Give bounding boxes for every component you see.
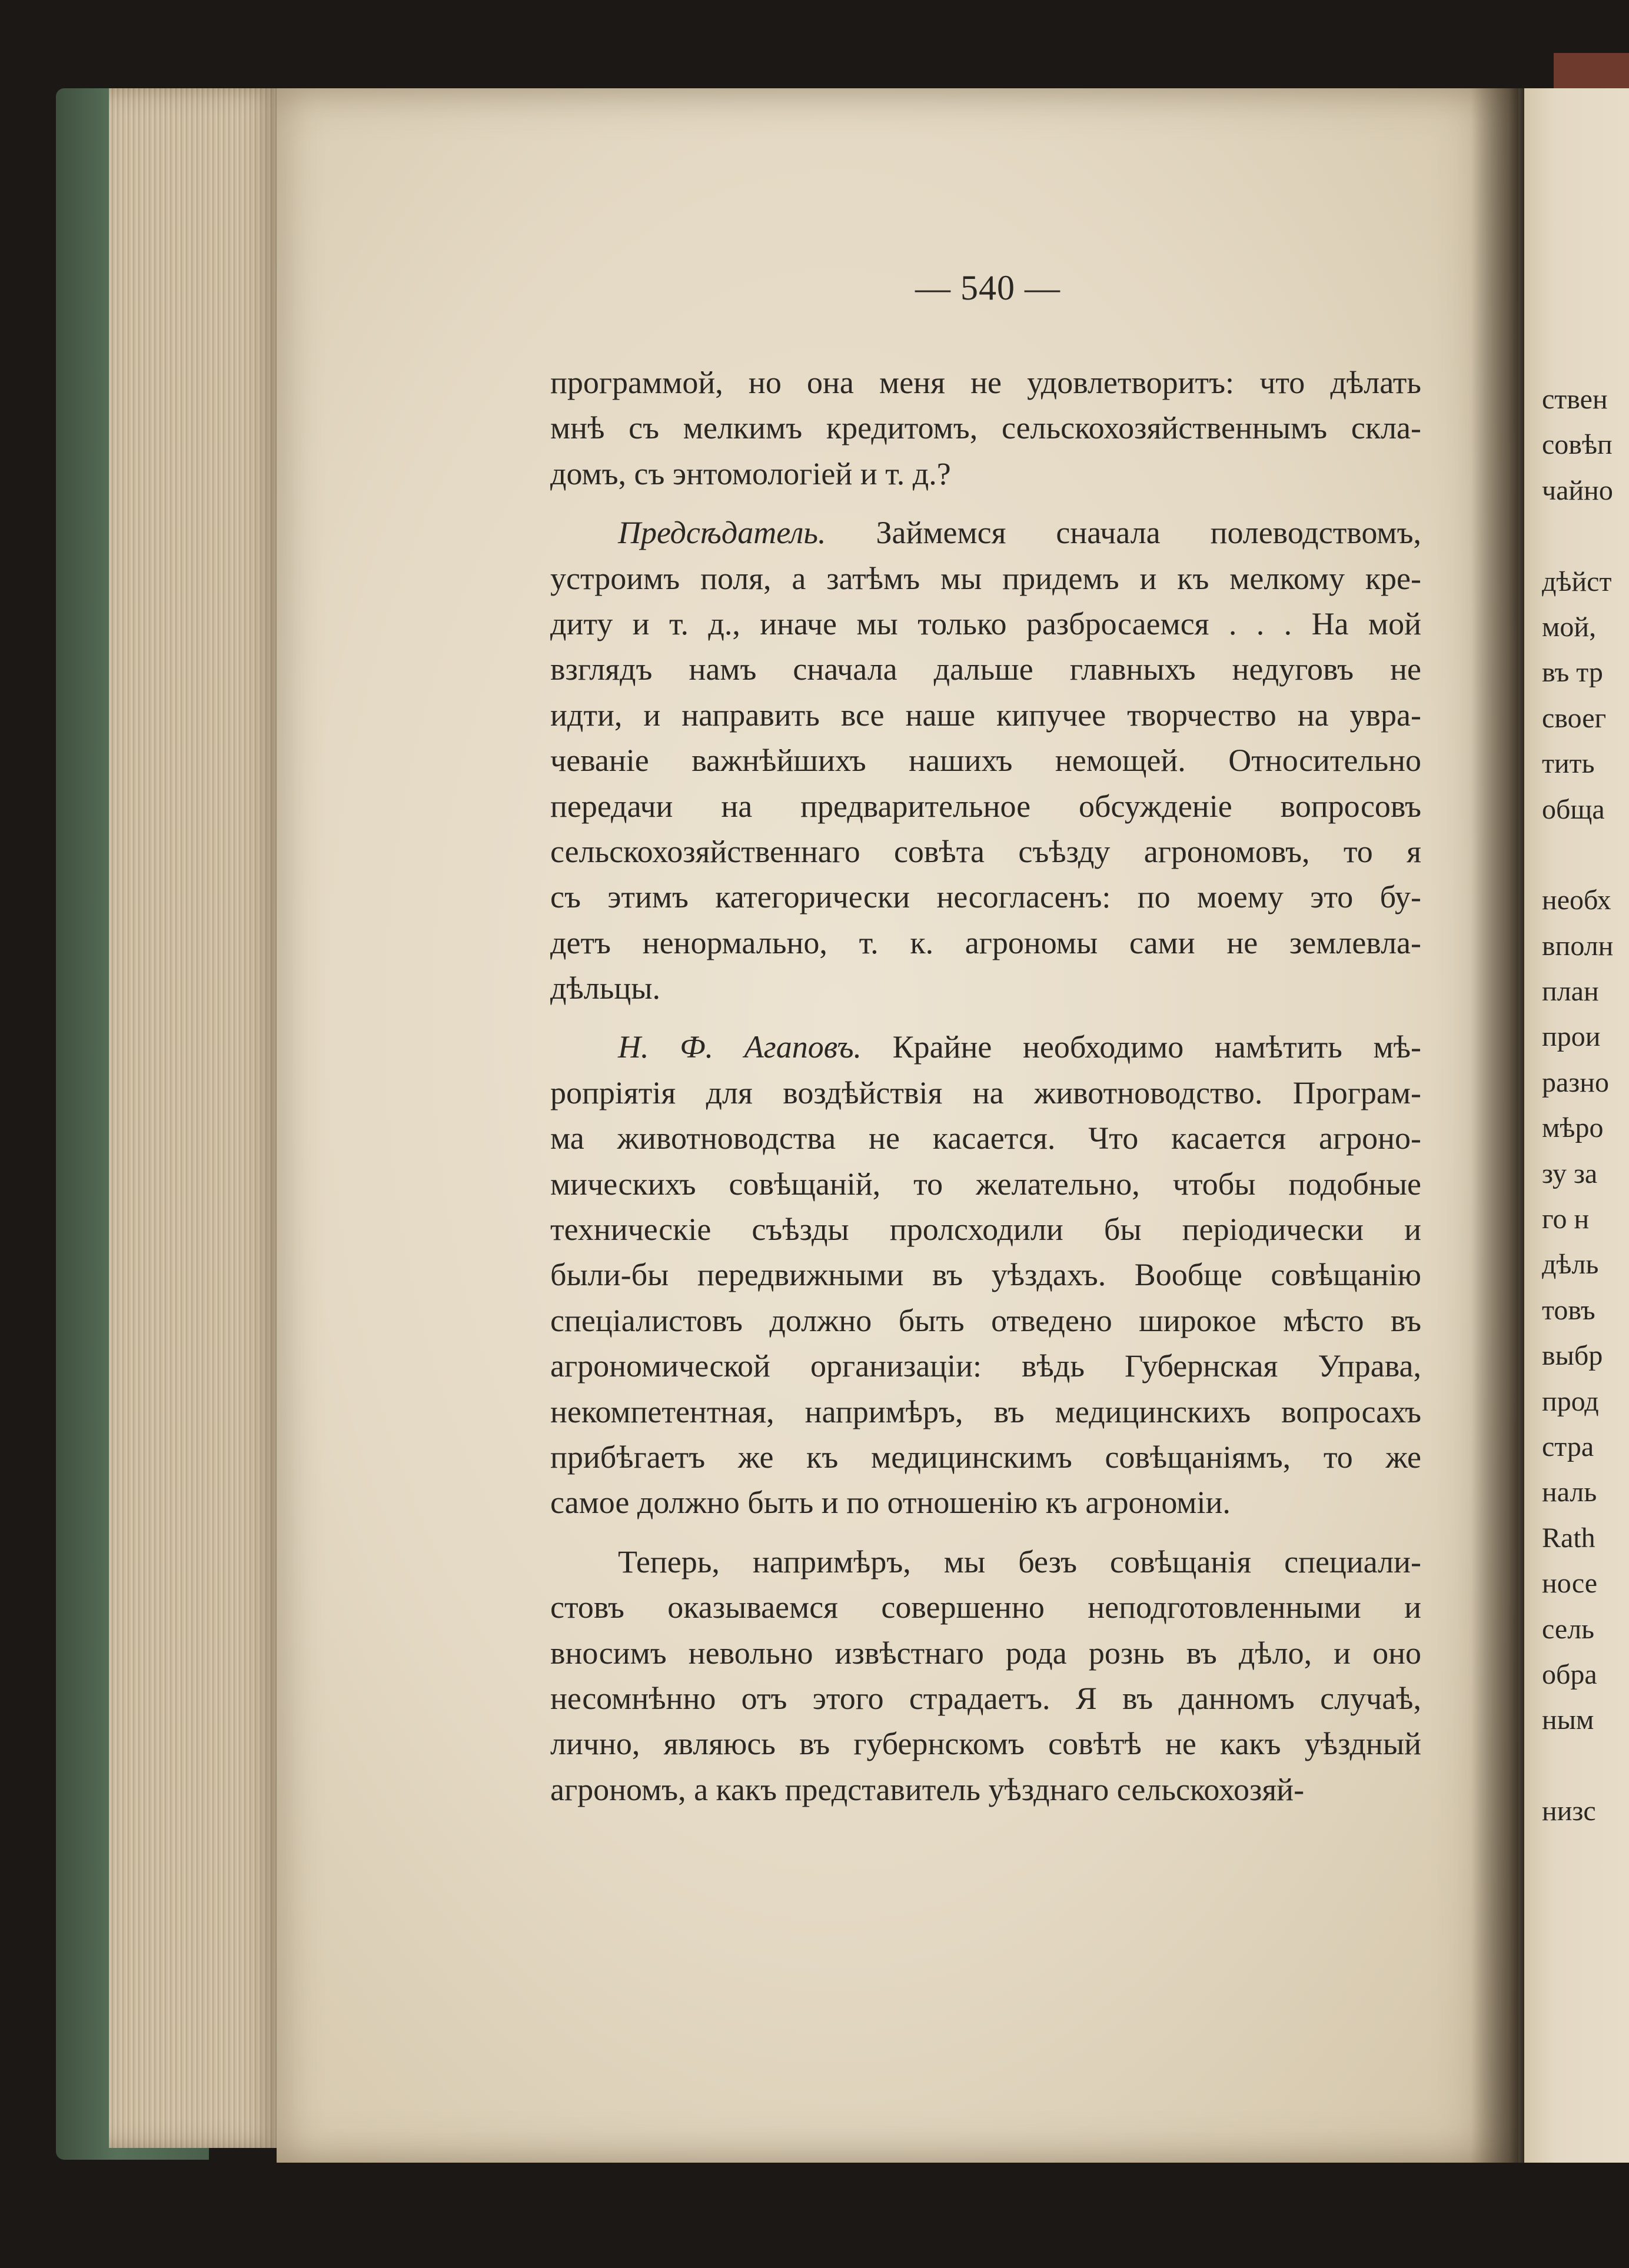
- facing-line-fragment: [1542, 832, 1629, 877]
- paragraph-gap: [550, 1526, 1421, 1539]
- facing-line-fragment: носе: [1542, 1568, 1598, 1599]
- text-line: мическихъ совѣщаній, то желательно, чтобы подобные: [550, 1166, 1421, 1202]
- facing-line-fragment: вполн: [1542, 930, 1614, 962]
- facing-line-fragment: чайно: [1542, 474, 1613, 506]
- facing-line-fragment: низс: [1542, 1795, 1596, 1827]
- text-line: ма животноводства не касается. Что касается агроно-: [550, 1120, 1421, 1156]
- text-line: [550, 510, 1421, 556]
- text-line: прибѣгаетъ же къ медицинскимъ совѣщаніямъ, то же: [550, 1439, 1421, 1475]
- speaker-name: Н. Ф. Агаповъ.: [618, 1029, 862, 1065]
- text-line: чеваніе важнѣйшихъ нашихъ немощей. Относительно: [550, 743, 1421, 779]
- text-line: техническіе съѣзды пролсходили бы періодически и: [550, 1212, 1421, 1248]
- facing-line-fragment: дѣйст: [1542, 566, 1612, 597]
- text-line: самое должно быть и по отношенію къ агрономіи.: [550, 1485, 1231, 1521]
- facing-line-fragment: план: [1542, 976, 1599, 1007]
- paragraph: [550, 1539, 1421, 1813]
- facing-line-fragment: въ тр: [1542, 657, 1603, 689]
- paragraph-gap: [550, 497, 1421, 510]
- facing-line-fragment: выбр: [1542, 1340, 1603, 1372]
- facing-line-fragment: [1542, 513, 1629, 558]
- text-line: Теперь, напримѣръ, мы безъ совѣщанія специали-: [618, 1544, 1421, 1579]
- facing-line-fragment: наль: [1542, 1476, 1597, 1508]
- facing-page-text: [1542, 377, 1629, 1834]
- page-edges: [109, 88, 285, 2148]
- facing-line-fragment: ным: [1542, 1704, 1594, 1736]
- text-line: взглядъ намъ сначала дальше главныхъ недуговъ не: [550, 651, 1421, 687]
- facing-line-fragment: Rath: [1542, 1522, 1595, 1554]
- facing-line-fragment: го н: [1542, 1203, 1590, 1235]
- facing-line-fragment: мѣро: [1542, 1112, 1604, 1144]
- text-line: [550, 1025, 1421, 1070]
- facing-line-fragment: обща: [1542, 793, 1605, 825]
- paragraph: [550, 510, 1421, 1011]
- line-text: Крайне необходимо намѣтить мѣ-: [861, 1029, 1421, 1065]
- text-line: были-бы передвижными въ уѣздахъ. Вообще совѣщанію: [550, 1257, 1421, 1293]
- text-line: спеціалистовъ должно быть отведено широкое мѣсто въ: [550, 1302, 1421, 1338]
- facing-line-fragment: сель: [1542, 1613, 1595, 1645]
- page-number: — 540 —: [915, 268, 1060, 307]
- line-text: Займемся сначала полеводствомъ,: [826, 515, 1421, 551]
- text-line: детъ ненормально, т. к. агрономы сами не землевла-: [550, 925, 1421, 960]
- facing-line-fragment: совѣп: [1542, 429, 1613, 461]
- facing-line-fragment: стра: [1542, 1431, 1594, 1462]
- facing-line-fragment: необх: [1542, 884, 1611, 916]
- page-body-text: [550, 360, 1421, 1813]
- text-line: передачи на предварительное обсужденіе вопросовъ: [550, 788, 1421, 824]
- text-line: диту и т. д., иначе мы только разбросаемся . . . На мой: [550, 606, 1421, 641]
- text-line: вносимъ невольно извѣстнаго рода рознь въ дѣло, и оно: [550, 1635, 1421, 1671]
- facing-line-fragment: зу за: [1542, 1158, 1598, 1189]
- text-line: лично, являюсь въ губернскомъ совѣтѣ не какъ уѣздный: [550, 1726, 1421, 1762]
- paragraph-gap: [550, 1011, 1421, 1025]
- text-line: идти, и направить все наше кипучее творчество на увра-: [550, 697, 1421, 733]
- page-gutter-shadow: [1471, 88, 1524, 2163]
- facing-line-fragment: прои: [1542, 1021, 1601, 1053]
- text-line: устроимъ поля, а затѣмъ мы придемъ и къ мелкому кре-: [550, 560, 1421, 596]
- text-line: некомпетентная, напримѣръ, въ медицинскихъ вопросахъ: [550, 1394, 1421, 1429]
- facing-line-fragment: прод: [1542, 1385, 1599, 1417]
- facing-line-fragment: своег: [1542, 702, 1607, 734]
- facing-line-fragment: дѣль: [1542, 1249, 1599, 1281]
- text-line: агрономической организаціи: вѣдь Губернская Управа,: [550, 1348, 1421, 1384]
- facing-line-fragment: товъ: [1542, 1294, 1595, 1326]
- text-line: агрономъ, а какъ представитель уѣзднаго сельскохозяй-: [550, 1771, 1305, 1807]
- text-line: ропріятія для воздѣйствія на животноводство. Програм-: [550, 1075, 1421, 1110]
- facing-line-fragment: обра: [1542, 1658, 1597, 1690]
- text-line: несомнѣнно отъ этого страдаетъ. Я въ данномъ случаѣ,: [550, 1680, 1421, 1716]
- paragraph: [550, 1025, 1421, 1525]
- text-line: дѣльцы.: [550, 970, 661, 1006]
- text-line: домъ, съ энтомологіей и т. д.?: [550, 455, 951, 491]
- facing-line-fragment: тить: [1542, 748, 1595, 780]
- text-line: программой, но она меня не удовлетворитъ: что дѣлать: [550, 365, 1421, 400]
- facing-line-fragment: [1542, 1743, 1629, 1788]
- facing-line-fragment: разно: [1542, 1066, 1609, 1098]
- paragraph: [550, 360, 1421, 497]
- facing-line-fragment: мой,: [1542, 611, 1597, 643]
- text-line: стовъ оказываемся совершенно неподготовленными и: [550, 1589, 1421, 1625]
- text-line: съ этимъ категорически несогласенъ: по моему это бу-: [550, 879, 1421, 915]
- speaker-name: Предсѣдатель.: [618, 515, 826, 551]
- facing-line-fragment: ствен: [1542, 384, 1608, 415]
- text-line: мнѣ съ мелкимъ кредитомъ, сельскохозяйственнымъ скла-: [550, 410, 1421, 446]
- text-line: сельскохозяйственнаго совѣта съѣзду агрономовъ, то я: [550, 833, 1421, 869]
